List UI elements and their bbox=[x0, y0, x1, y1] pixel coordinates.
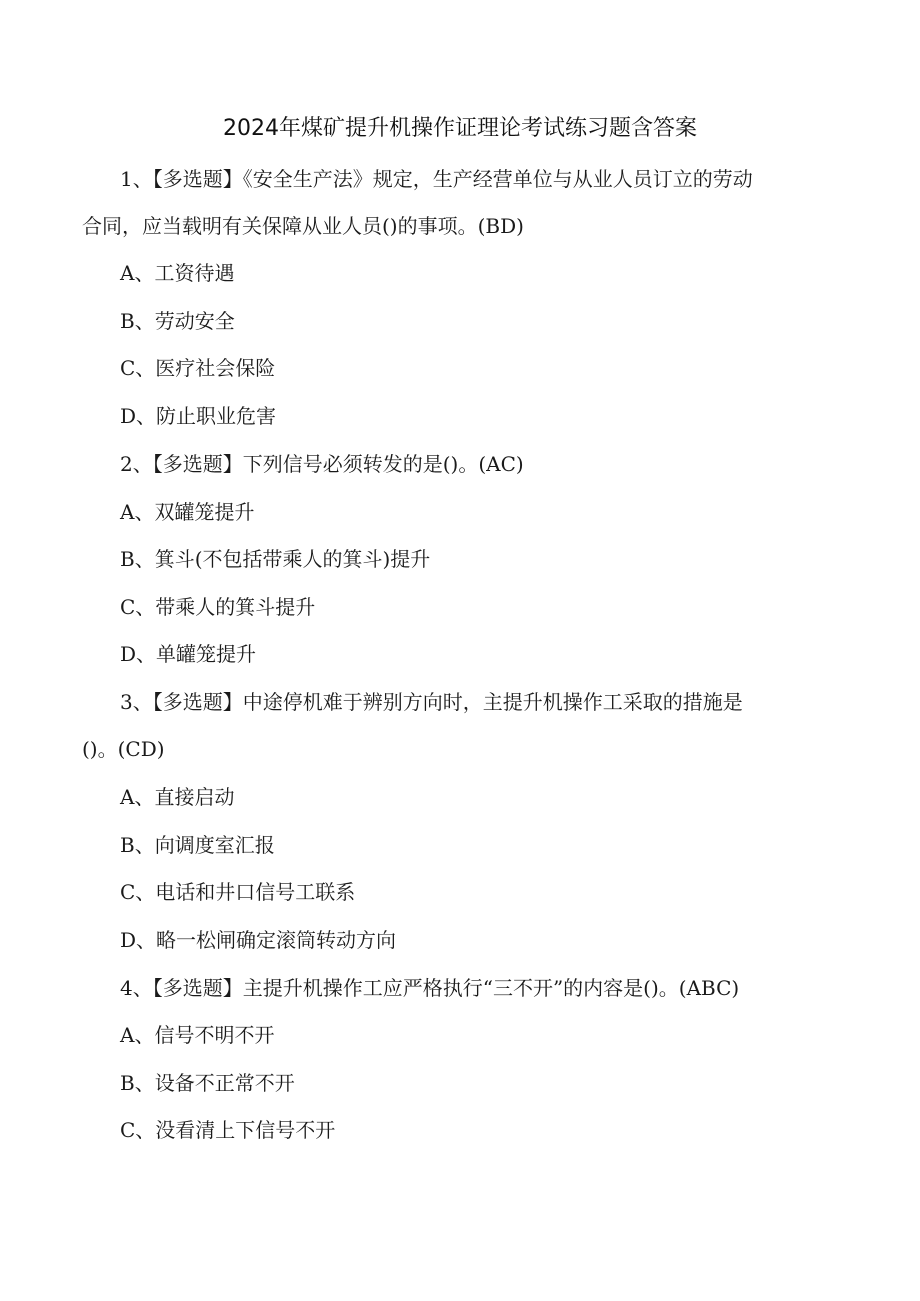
question-2-text: 2、【多选题】下列信号必须转发的是()。(AC) bbox=[120, 452, 524, 476]
question-3-option-c: C、电话和井口信号工联系 bbox=[120, 880, 356, 904]
question-2-option-a: A、双罐笼提升 bbox=[120, 500, 255, 524]
document-title: 2024年煤矿提升机操作证理论考试练习题含答案 bbox=[223, 116, 697, 141]
question-3-option-d: D、略一松闸确定滚筒转动方向 bbox=[120, 928, 397, 952]
question-1-option-c: C、医疗社会保险 bbox=[120, 356, 276, 380]
question-4-option-a: A、信号不明不开 bbox=[120, 1023, 275, 1047]
question-2-option-b: B、箕斗(不包括带乘人的箕斗)提升 bbox=[120, 547, 431, 571]
question-3-option-b: B、向调度室汇报 bbox=[120, 833, 275, 857]
question-1-text-continued: 合同，应当载明有关保障从业人员()的事项。(BD) bbox=[82, 214, 524, 238]
question-3-text: 3、【多选题】中途停机难于辨别方向时，主提升机操作工采取的措施是 bbox=[120, 690, 743, 714]
question-3-option-a: A、直接启动 bbox=[120, 785, 235, 809]
question-1-text: 1、【多选题】《安全生产法》规定，生产经营单位与从业人员订立的劳动 bbox=[120, 167, 753, 191]
question-1-option-a: A、工资待遇 bbox=[120, 261, 235, 285]
question-1-option-d: D、防止职业危害 bbox=[120, 404, 277, 428]
question-4-option-b: B、设备不正常不开 bbox=[120, 1071, 295, 1095]
question-2-option-d: D、单罐笼提升 bbox=[120, 642, 257, 666]
question-4-text: 4、【多选题】主提升机操作工应严格执行“三不开”的内容是()。(ABC) bbox=[120, 976, 740, 1000]
question-2-option-c: C、带乘人的箕斗提升 bbox=[120, 595, 316, 619]
question-1-option-b: B、劳动安全 bbox=[120, 309, 235, 333]
question-3-text-continued: ()。(CD) bbox=[82, 737, 165, 761]
question-4-option-c: C、没看清上下信号不开 bbox=[120, 1118, 336, 1142]
